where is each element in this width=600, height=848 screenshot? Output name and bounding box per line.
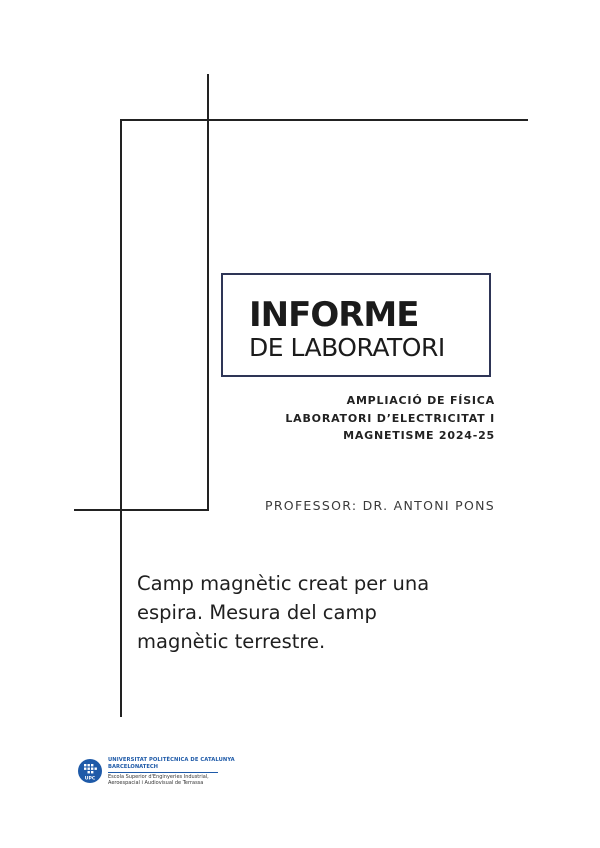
frame-vertical-inner-line <box>207 74 209 510</box>
course-line-2: LABORATORI D’ELECTRICITAT I <box>285 411 495 425</box>
subject-line-1: Camp magnètic creat per una <box>137 572 430 595</box>
frame-horizontal-top-line <box>120 119 528 121</box>
university-name: UNIVERSITAT POLITÈCNICA DE CATALUNYA <box>108 757 235 763</box>
report-subject <box>137 569 497 656</box>
title-box <box>221 273 491 377</box>
course-line-1: AMPLIACIÓ DE FÍSICA <box>346 394 495 407</box>
logo-text <box>108 757 235 786</box>
upc-logo <box>78 757 238 791</box>
logo-divider <box>108 772 218 773</box>
frame-horizontal-bottom-line <box>74 509 209 511</box>
logo-mark-text: UPC <box>84 776 96 782</box>
university-tagline: BARCELONATECH <box>108 763 159 770</box>
professor-name: PROFESSOR: DR. ANTONI PONS <box>264 498 495 513</box>
subject-line-2: espira. Mesura del camp <box>137 601 377 624</box>
school-name-line-1: Escola Superior d'Enginyeries Industrial, <box>108 773 209 780</box>
course-line-3: MAGNETISME 2024-25 <box>343 429 495 442</box>
upc-seal-icon <box>78 759 102 783</box>
frame-vertical-left-line <box>120 119 122 717</box>
report-title: INFORME <box>249 295 419 335</box>
school-name-line-2: Aeroespacial i Audiovisual de Terrassa <box>108 780 204 786</box>
report-subtitle: DE LABORATORI <box>249 333 445 362</box>
subject-line-3: magnètic terrestre. <box>137 630 326 653</box>
course-info <box>285 392 495 445</box>
